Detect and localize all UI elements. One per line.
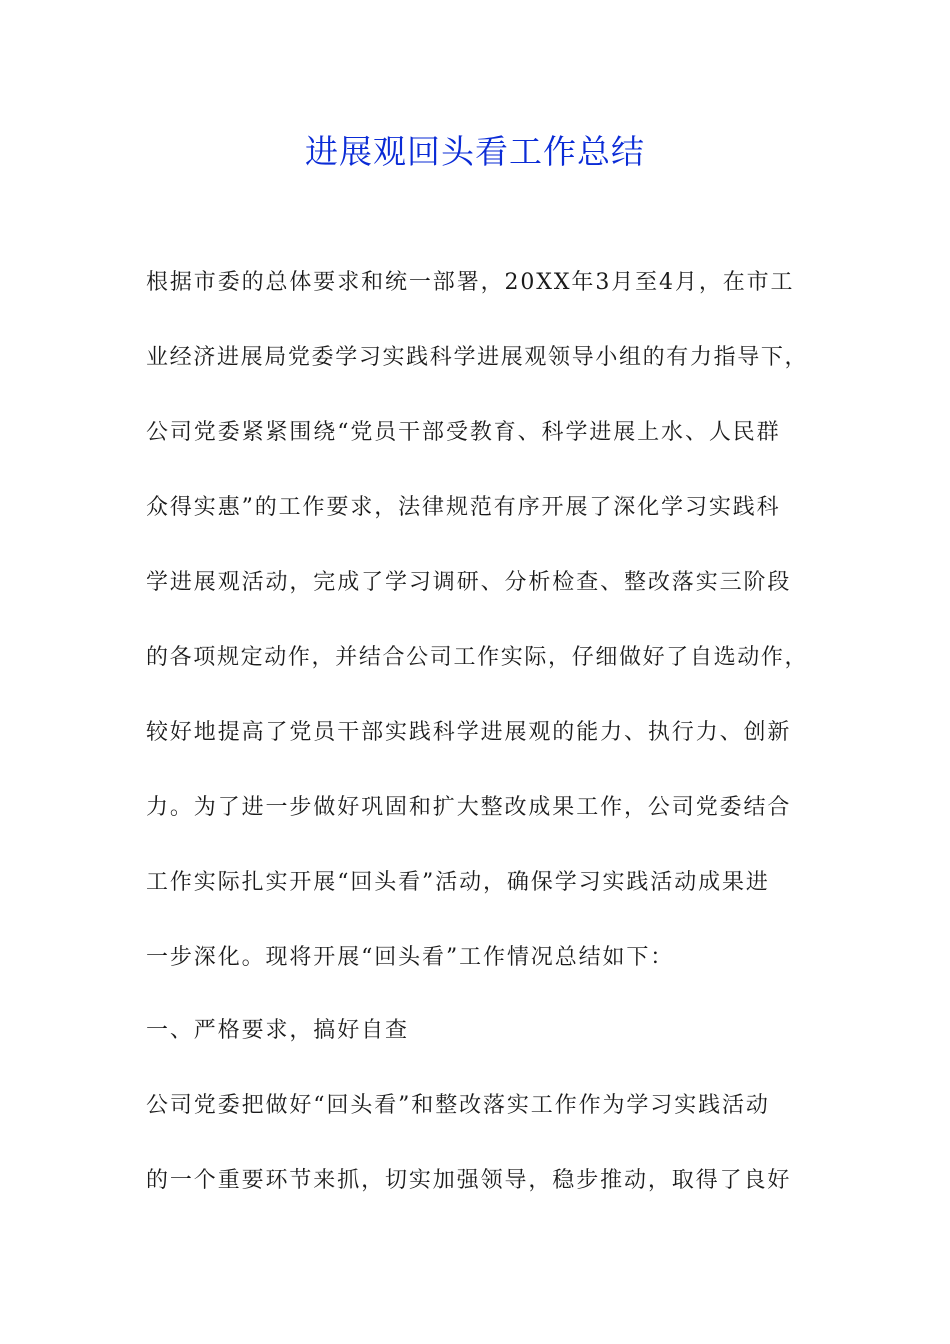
- body-line-3: 公司党委紧紧围绕“党员干部受教育、科学进展上水、人民群: [146, 420, 781, 445]
- section-heading-1: 一、严格要求，搞好自查: [146, 1018, 409, 1043]
- body-line-9: 工作实际扎实开展“回头看”活动，确保学习实践活动成果进: [146, 870, 770, 895]
- body-line-12: 的一个重要环节来抓，切实加强领导，稳步推动，取得了良好: [146, 1168, 792, 1193]
- body-line-7: 较好地提高了党员干部实践科学进展观的能力、执行力、创新: [146, 720, 792, 745]
- body-line-5: 学进展观活动，完成了学习调研、分析检查、整改落实三阶段: [146, 570, 792, 595]
- body-line-8: 力。为了进一步做好巩固和扩大整改成果工作，公司党委结合: [146, 795, 792, 820]
- body-line-2: 业经济进展局党委学习实践科学进展观领导小组的有力指导下，: [146, 345, 809, 370]
- document-title: 进展观回头看工作总结: [305, 132, 645, 171]
- body-line-4: 众得实惠”的工作要求，法律规范有序开展了深化学习实践科: [146, 495, 781, 520]
- body-line-1: 根据市委的总体要求和统一部署，20XX年3月至4月，在市工: [146, 270, 795, 295]
- body-line-10: 一步深化。现将开展“回头看”工作情况总结如下：: [146, 945, 675, 970]
- body-line-6: 的各项规定动作，并结合公司工作实际，仔细做好了自选动作，: [146, 645, 809, 670]
- body-line-11: 公司党委把做好“回头看”和整改落实工作作为学习实践活动: [146, 1093, 770, 1118]
